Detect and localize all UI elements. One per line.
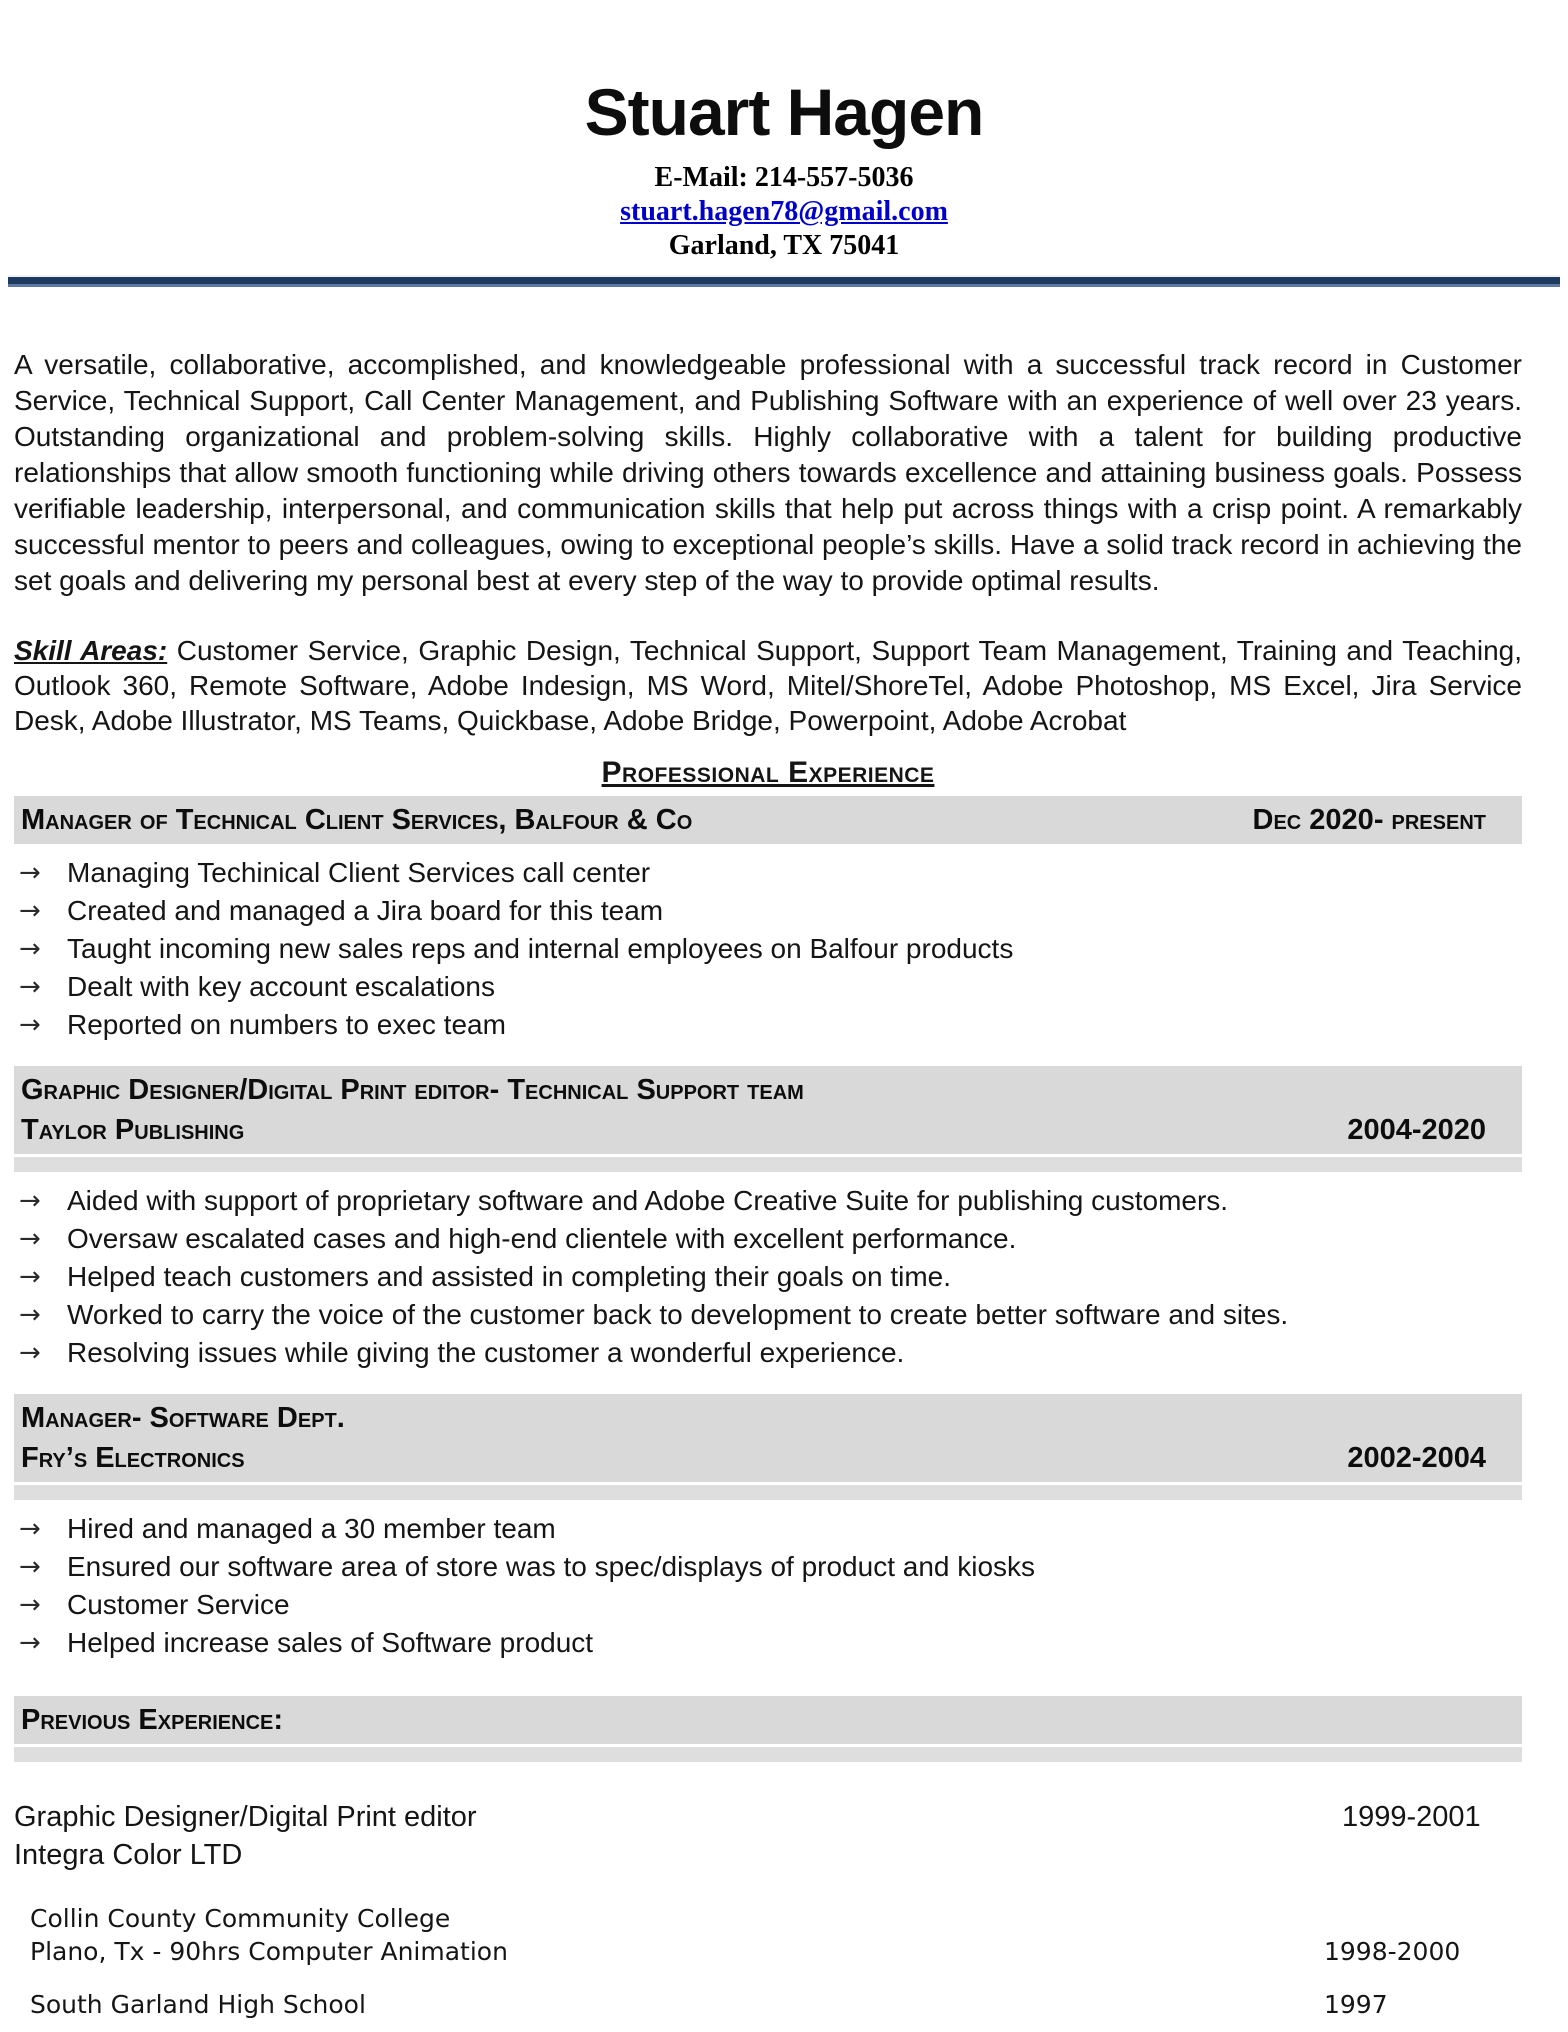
arrow-bullet-icon: → xyxy=(19,1186,41,1217)
contact-block xyxy=(0,161,1568,263)
arrow-bullet-icon: → xyxy=(19,1514,41,1545)
contact-phone-line: E-Mail: 214-557-5036 xyxy=(654,162,914,194)
bullet-text: Taught incoming new sales reps and internal employees on Balfour products xyxy=(67,933,1014,965)
bullet-text: Worked to carry the voice of the customer back to development to create better software and sites. xyxy=(67,1299,1289,1331)
bullet-item xyxy=(14,1510,1522,1548)
education-detail: Plano, Tx - 90hrs Computer Animation xyxy=(30,1937,508,1967)
bullet-text: Dealt with key account escalations xyxy=(67,971,495,1003)
bullet-item xyxy=(14,1182,1522,1220)
job-dates: Dec 2020- present xyxy=(1252,804,1486,837)
previous-experience-title: Previous Experience: xyxy=(21,1704,284,1737)
job-dates: 2004-2020 xyxy=(1347,1114,1486,1147)
skills-label: Skill Areas: xyxy=(14,635,168,667)
bullet-item xyxy=(14,1548,1522,1586)
arrow-bullet-icon: → xyxy=(19,1300,41,1331)
job-title: Graphic Designer/Digital Print editor- Technical Support team xyxy=(21,1074,804,1107)
education-section xyxy=(30,1902,1522,2021)
resume-body xyxy=(14,347,1522,2021)
bullet-text: Created and managed a Jira board for this team xyxy=(67,895,664,927)
bullet-text: Reported on numbers to exec team xyxy=(67,1009,506,1041)
bullet-item xyxy=(14,1258,1522,1296)
bullet-text: Hired and managed a 30 member team xyxy=(67,1513,556,1545)
previous-entry-integra xyxy=(14,1798,1522,1874)
skills-paragraph xyxy=(14,633,1522,738)
section-header-previous-experience xyxy=(14,1696,1522,1762)
education-dates: 1997 xyxy=(1324,1990,1388,2020)
education-school: Collin County Community College xyxy=(30,1904,451,1934)
bullet-text: Resolving issues while giving the customer a wonderful experience. xyxy=(67,1337,905,1369)
bullet-item xyxy=(14,1334,1522,1372)
arrow-bullet-icon: → xyxy=(19,972,41,1003)
education-entry-collin-county xyxy=(30,1902,1522,1968)
summary-paragraph: A versatile, collaborative, accomplished, and knowledgeable professional with a successful track record in Customer Service, Technical Support, Call Center Management, and Publishing Software with an experience of well over 23 years. Outstanding organizational and problem-solving skills. Highly collaborative with a talent for building productive relationships that allow smooth functioning while driving others towards excellence and attaining business goals. Possess verifiable leadership, interpersonal, and communication skills that help put across things with a crisp point. A remarkably successful mentor to peers and colleagues, owing to exceptional people’s skills. Have a solid track record in achieving the set goals and delivering my personal best at every step of the way to provide optimal results. xyxy=(14,349,1522,597)
resume-header xyxy=(0,0,1568,263)
arrow-bullet-icon: → xyxy=(19,858,41,889)
bullet-item xyxy=(14,1586,1522,1624)
bullet-item xyxy=(14,1296,1522,1334)
job-bullets-taylor xyxy=(14,1182,1522,1372)
arrow-bullet-icon: → xyxy=(19,896,41,927)
bullet-item xyxy=(14,1220,1522,1258)
band-strip xyxy=(14,1157,1522,1172)
previous-entry-title: Graphic Designer/Digital Print editor xyxy=(14,1801,477,1834)
bullet-item xyxy=(14,1624,1522,1662)
job-header-frys-electronics xyxy=(14,1394,1522,1500)
bullet-text: Helped increase sales of Software product xyxy=(67,1627,594,1659)
arrow-bullet-icon: → xyxy=(19,1262,41,1293)
bullet-text: Helped teach customers and assisted in completing their goals on time. xyxy=(67,1261,952,1293)
previous-entry-company: Integra Color LTD xyxy=(14,1839,243,1872)
arrow-bullet-icon: → xyxy=(19,1628,41,1659)
job-header-taylor-publishing xyxy=(14,1066,1522,1172)
arrow-bullet-icon: → xyxy=(19,1338,41,1369)
candidate-name: Stuart Hagen xyxy=(584,75,984,149)
contact-location: Garland, TX 75041 xyxy=(668,230,900,262)
bullet-text: Managing Techinical Client Services call center xyxy=(67,857,651,889)
job-bullets-balfour xyxy=(14,854,1522,1044)
job-dates: 2002-2004 xyxy=(1347,1442,1486,1475)
job-company: Fry’s Electronics xyxy=(21,1442,245,1475)
bullet-text: Oversaw escalated cases and high-end clientele with excellent performance. xyxy=(67,1223,1017,1255)
bullet-text: Ensured our software area of store was to spec/displays of product and kiosks xyxy=(67,1551,1036,1583)
header-divider-rule xyxy=(8,275,1560,287)
section-heading-professional-experience: Professional Experience xyxy=(601,756,935,790)
band-strip xyxy=(14,1747,1522,1762)
bullet-item xyxy=(14,968,1522,1006)
job-company: Taylor Publishing xyxy=(21,1114,245,1147)
education-dates: 1998-2000 xyxy=(1324,1937,1461,1967)
education-school: South Garland High School xyxy=(30,1990,366,2020)
skills-list: Customer Service, Graphic Design, Technical Support, Support Team Management, Training and Teaching, Outlook 360, Remote Software, Adobe Indesign, MS Word, Mitel/ShoreTel, Adobe Photoshop, MS Excel, Jira Service Desk, Adobe Illustrator, MS Teams, Quickbase, Adobe Bridge, Powerpoint, Adobe Acrobat xyxy=(14,635,1523,737)
arrow-bullet-icon: → xyxy=(19,1224,41,1255)
email-link[interactable]: stuart.hagen78@gmail.com xyxy=(620,196,948,228)
bullet-item xyxy=(14,1006,1522,1044)
previous-entry-dates: 1999-2001 xyxy=(1342,1801,1481,1834)
bullet-item xyxy=(14,892,1522,930)
bullet-text: Customer Service xyxy=(67,1589,290,1621)
arrow-bullet-icon: → xyxy=(19,1590,41,1621)
education-entry-south-garland xyxy=(30,1988,1522,2021)
arrow-bullet-icon: → xyxy=(19,1010,41,1041)
band-strip xyxy=(14,1485,1522,1500)
job-title: Manager- Software Dept. xyxy=(21,1402,345,1435)
bullet-item xyxy=(14,854,1522,892)
job-header-balfour xyxy=(14,796,1522,844)
arrow-bullet-icon: → xyxy=(19,1552,41,1583)
bullet-item xyxy=(14,930,1522,968)
arrow-bullet-icon: → xyxy=(19,934,41,965)
job-title: Manager of Technical Client Services, Balfour & Co xyxy=(21,804,693,837)
job-bullets-frys xyxy=(14,1510,1522,1662)
bullet-text: Aided with support of proprietary software and Adobe Creative Suite for publishing customers. xyxy=(67,1185,1229,1217)
